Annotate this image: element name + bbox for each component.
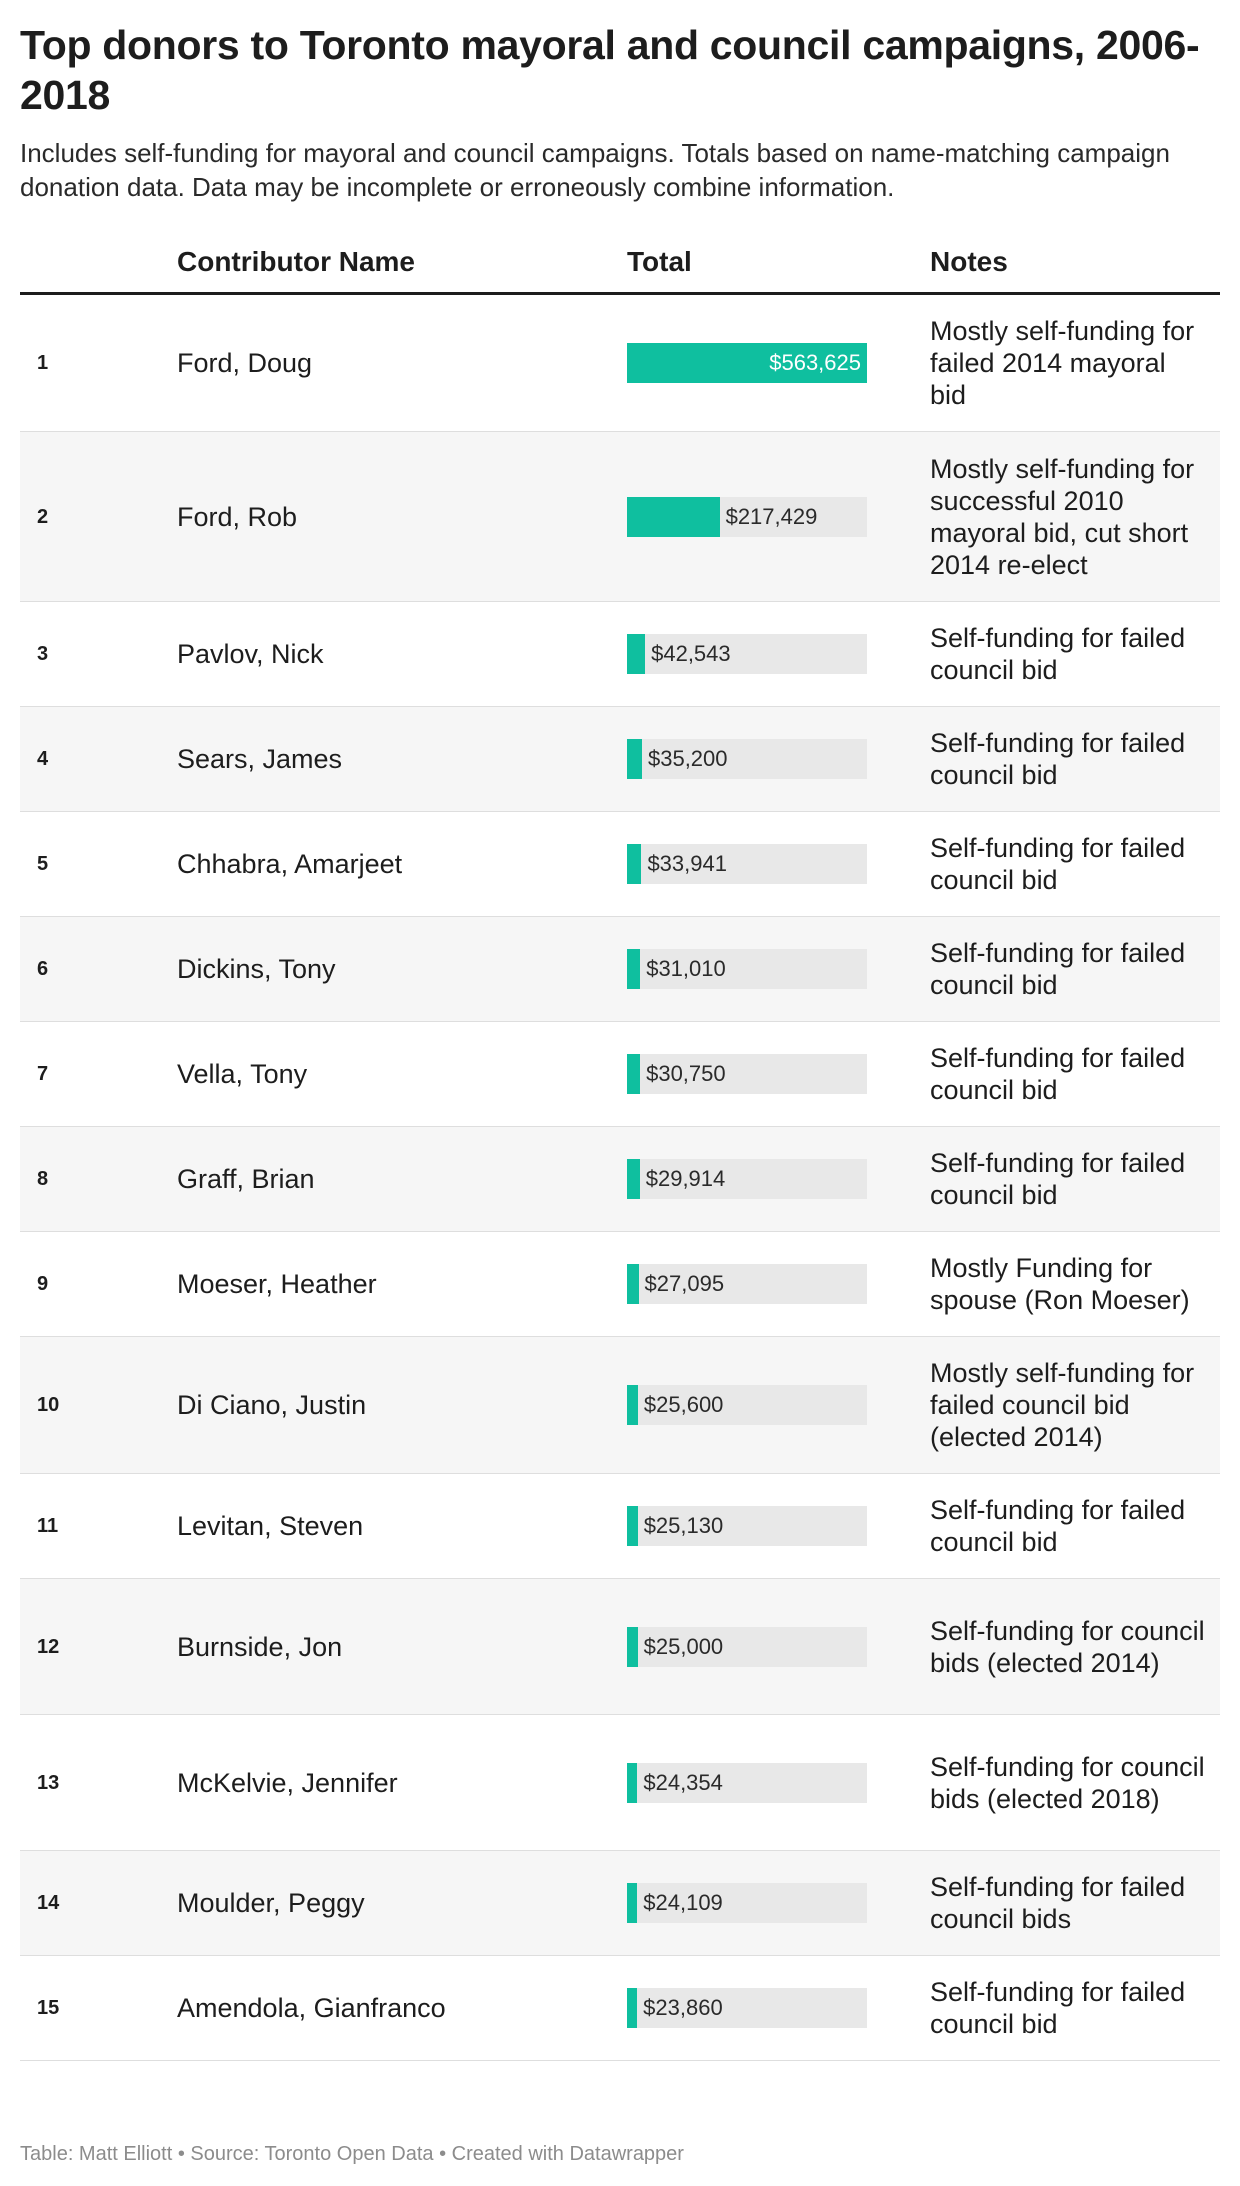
table-row xyxy=(20,1337,1220,1474)
notes-cell: Self-funding for council bids (elected 2014) xyxy=(930,1615,1205,1678)
chart-footer: Table: Matt Elliott • Source: Toronto Open Data • Created with Datawrapper xyxy=(20,2143,684,2165)
contributor-name-cell: Moeser, Heather xyxy=(177,1269,377,1299)
rank-cell: 12 xyxy=(37,1635,60,1658)
total-bar xyxy=(627,1054,640,1094)
rank-cell: 8 xyxy=(37,1168,49,1190)
bar-track xyxy=(627,497,867,537)
bar-track xyxy=(627,739,867,779)
contributor-name-cell: Amendola, Gianfranco xyxy=(177,1993,446,2023)
table-row xyxy=(20,1956,1220,2061)
total-cell xyxy=(627,294,930,432)
chart-title: Top donors to Toronto mayoral and council campaigns, 2006-2018 xyxy=(20,22,1200,118)
total-cell xyxy=(627,432,930,602)
contributor-name-cell: Pavlov, Nick xyxy=(177,639,324,669)
rank-cell: 5 xyxy=(37,853,49,875)
total-label: $33,941 xyxy=(647,851,727,876)
bar-track xyxy=(627,343,867,383)
rank-cell: 9 xyxy=(37,1273,49,1295)
total-bar xyxy=(627,1264,639,1304)
notes-cell: Self-funding for failed council bids xyxy=(930,1872,1186,1934)
total-label: $25,130 xyxy=(643,1513,724,1538)
notes-cell: Self-funding for failed council bid xyxy=(930,1977,1186,2039)
bar-track xyxy=(627,949,867,989)
bar-track xyxy=(627,1627,867,1667)
contributor-name-cell: Ford, Rob xyxy=(177,501,298,532)
bar-track xyxy=(627,1385,867,1425)
chart-subtitle: Includes self-funding for mayoral and council campaigns. Totals based on name-matching campaign donation data. Data may be incomplete or erroneously combine information. xyxy=(20,138,1170,202)
total-label: $217,429 xyxy=(725,503,818,529)
bar-track xyxy=(627,1883,867,1923)
total-bar xyxy=(627,634,645,674)
bar-track xyxy=(627,1763,867,1803)
table-row xyxy=(20,1715,1220,1851)
total-label: $30,750 xyxy=(646,1061,726,1086)
table-row xyxy=(20,1232,1220,1337)
rank-cell: 14 xyxy=(37,1892,60,1914)
total-bar xyxy=(627,1763,637,1803)
bar-track xyxy=(627,844,867,884)
contributor-name-cell: Di Ciano, Justin xyxy=(177,1390,367,1420)
total-bar xyxy=(627,1506,638,1546)
total-label: $25,600 xyxy=(643,1392,724,1417)
total-cell xyxy=(627,1579,930,1715)
rank-cell: 10 xyxy=(37,1394,60,1416)
total-bar xyxy=(627,497,720,537)
total-bar xyxy=(627,1883,637,1923)
table-row xyxy=(20,812,1220,917)
total-label: $24,109 xyxy=(643,1890,723,1915)
bar-track xyxy=(627,634,867,674)
total-label: $23,860 xyxy=(643,1995,723,2020)
rank-cell: 3 xyxy=(37,643,49,665)
table-row xyxy=(20,294,1220,432)
total-label: $42,543 xyxy=(651,641,731,666)
total-bar xyxy=(627,949,640,989)
contributor-name-cell: Levitan, Steven xyxy=(177,1511,364,1541)
total-cell xyxy=(627,1474,930,1579)
total-cell xyxy=(627,707,930,812)
total-cell xyxy=(627,1127,930,1232)
total-label: $24,354 xyxy=(643,1769,723,1795)
contributor-name-cell: Graff, Brian xyxy=(177,1164,315,1194)
table-row xyxy=(20,917,1220,1022)
notes-cell: Self-funding for failed council bid xyxy=(930,1495,1186,1557)
rank-cell: 1 xyxy=(37,352,49,374)
rank-cell: 13 xyxy=(37,1771,60,1794)
bar-track xyxy=(627,1264,867,1304)
contributor-name-cell: Ford, Doug xyxy=(177,348,313,378)
contributor-name-cell: Moulder, Peggy xyxy=(177,1888,365,1918)
notes-cell: Self-funding for failed council bid xyxy=(930,833,1186,895)
table-row xyxy=(20,432,1220,602)
column-header-name[interactable]: Contributor Name xyxy=(177,246,627,294)
total-bar xyxy=(627,739,642,779)
table-row xyxy=(20,1127,1220,1232)
notes-cell: Mostly self-funding for successful 2010 mayoral bid, cut short 2014 re-elect xyxy=(930,453,1195,580)
notes-cell: Mostly self-funding for failed council bid (elected 2014) xyxy=(930,1358,1195,1452)
total-cell xyxy=(627,1956,930,2061)
rank-cell: 7 xyxy=(37,1063,49,1085)
notes-cell: Self-funding for failed council bid xyxy=(930,623,1186,685)
total-cell xyxy=(627,1851,930,1956)
bar-track xyxy=(627,1506,867,1546)
contributor-name-cell: Burnside, Jon xyxy=(177,1631,343,1662)
column-header-notes[interactable]: Notes xyxy=(930,246,1220,294)
table-row xyxy=(20,707,1220,812)
notes-cell: Self-funding for failed council bid xyxy=(930,1043,1186,1105)
donors-table xyxy=(20,246,1220,2061)
contributor-name-cell: Chhabra, Amarjeet xyxy=(177,849,403,879)
total-label: $35,200 xyxy=(647,746,728,771)
table-body xyxy=(20,294,1220,2061)
table-row xyxy=(20,1579,1220,1715)
notes-cell: Self-funding for failed council bid xyxy=(930,728,1186,790)
table-header xyxy=(20,246,1220,294)
total-cell xyxy=(627,602,930,707)
total-label: $25,000 xyxy=(643,1633,724,1659)
table-row xyxy=(20,1022,1220,1127)
bar-track xyxy=(627,1159,867,1199)
bar-track xyxy=(627,1054,867,1094)
notes-cell: Self-funding for failed council bid xyxy=(930,938,1186,1000)
total-cell xyxy=(627,1715,930,1851)
contributor-name-cell: Dickins, Tony xyxy=(177,954,336,984)
total-label: $27,095 xyxy=(644,1271,725,1296)
rank-cell: 2 xyxy=(37,505,49,528)
contributor-name-cell: Vella, Tony xyxy=(177,1059,308,1089)
total-label: $31,010 xyxy=(646,956,726,981)
table-row xyxy=(20,1851,1220,1956)
table-row xyxy=(20,1474,1220,1579)
total-label: $563,625 xyxy=(769,350,861,375)
total-bar xyxy=(627,1627,638,1667)
total-cell xyxy=(627,1337,930,1474)
contributor-name-cell: McKelvie, Jennifer xyxy=(177,1767,398,1798)
column-header-rank[interactable] xyxy=(20,246,177,294)
total-bar xyxy=(627,1159,640,1199)
rank-cell: 4 xyxy=(37,748,49,770)
total-bar xyxy=(627,844,641,884)
column-header-total[interactable]: Total xyxy=(627,246,930,294)
rank-cell: 11 xyxy=(37,1515,59,1537)
contributor-name-cell: Sears, James xyxy=(177,744,343,774)
total-cell xyxy=(627,917,930,1022)
bar-track xyxy=(627,1988,867,2028)
total-bar xyxy=(627,1385,638,1425)
rank-cell: 15 xyxy=(37,1997,60,2019)
total-cell xyxy=(627,812,930,917)
total-bar xyxy=(627,1988,637,2028)
total-cell xyxy=(627,1022,930,1127)
total-label: $29,914 xyxy=(645,1166,726,1191)
table-row xyxy=(20,602,1220,707)
rank-cell: 6 xyxy=(37,958,49,980)
notes-cell: Self-funding for failed council bid xyxy=(930,1148,1186,1210)
notes-cell: Mostly self-funding for failed 2014 mayoral bid xyxy=(930,316,1195,410)
total-cell xyxy=(627,1232,930,1337)
notes-cell: Mostly Funding for spouse (Ron Moeser) xyxy=(930,1253,1190,1315)
notes-cell: Self-funding for council bids (elected 2018) xyxy=(930,1751,1205,1814)
